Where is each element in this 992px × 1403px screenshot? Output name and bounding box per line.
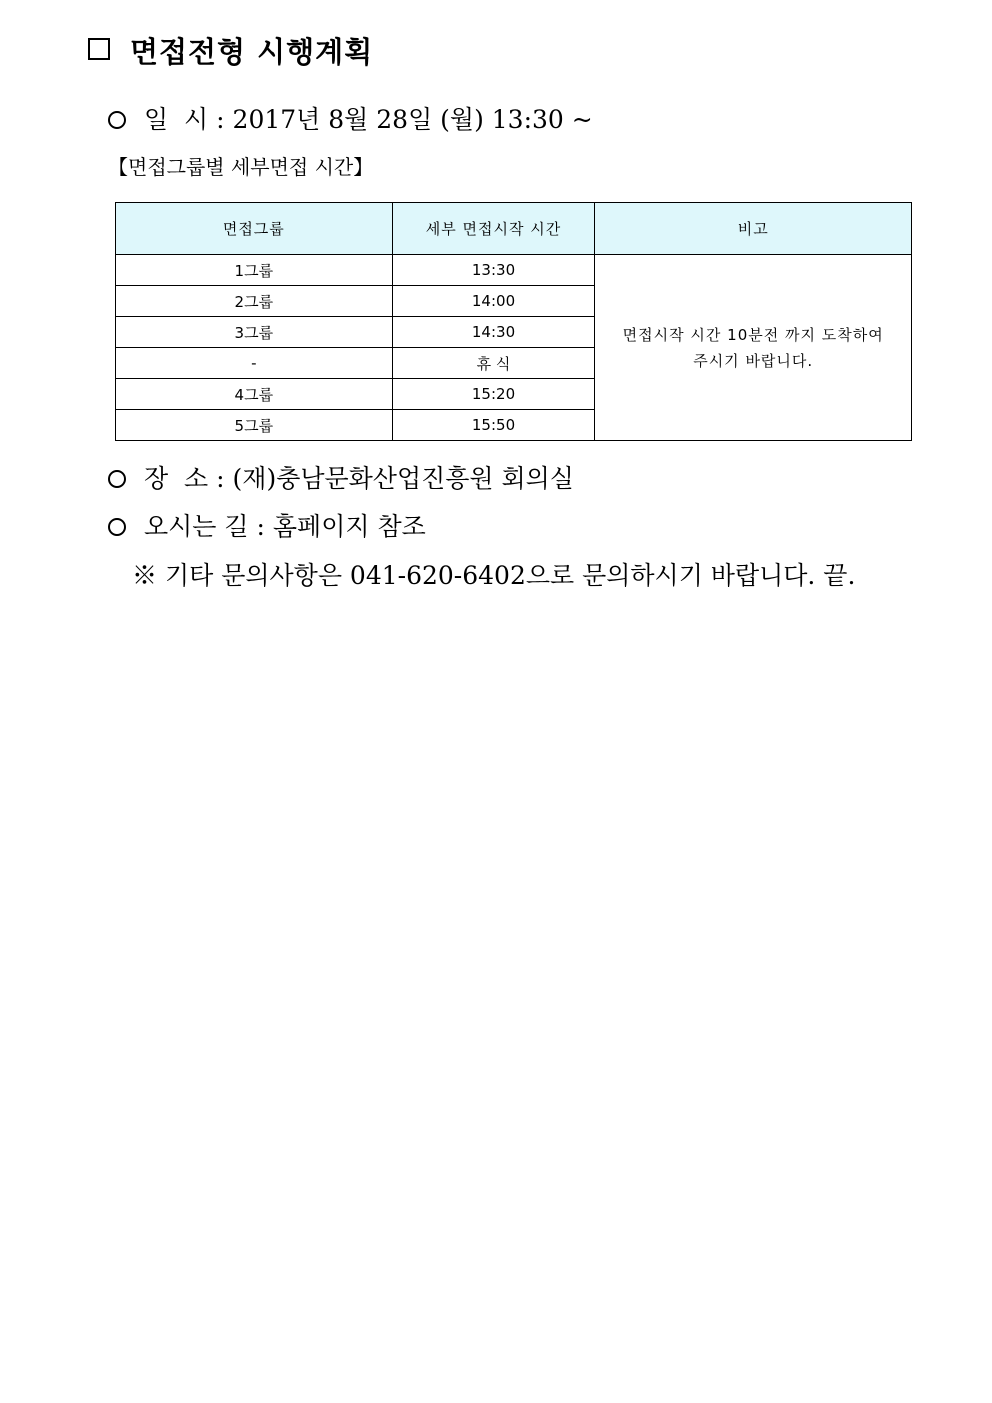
remark-cell [595,255,912,441]
table-caption: 【면접그룹별 세부면접 시간】 [108,155,374,179]
group-cell: - [116,348,393,379]
group-cell: 4그룹 [116,379,393,410]
table-row [116,255,912,286]
note-text: 기타 문의사항은 041-620-6402으로 문의하시기 바랍니다. 끝. [164,561,856,590]
square-bullet-icon [88,38,110,60]
place-label: 장 소 [144,464,209,493]
time-cell: 14:30 [392,317,595,348]
time-cell: 14:00 [392,286,595,317]
date-value: 2017년 8월 28일 (월) 13:30 ~ [232,105,593,134]
table-header-row [116,203,912,255]
interview-schedule-table [115,202,912,441]
group-cell: 1그룹 [116,255,393,286]
circle-bullet-icon [108,518,126,536]
group-cell: 3그룹 [116,317,393,348]
remark-line-1: 면접시작 시간 10분전 까지 도착하여 [622,325,884,344]
circle-bullet-icon [108,111,126,129]
route-separator: : [256,512,265,541]
date-separator: : [216,105,225,134]
place-value: (재)충남문화산업진흥원 회의실 [232,464,574,493]
time-cell: 13:30 [392,255,595,286]
reference-mark-icon: ※ [132,561,158,590]
place-separator: : [216,464,225,493]
section-title: 면접전형 시행계획 [130,35,374,69]
date-line [108,100,593,136]
group-cell: 2그룹 [116,286,393,317]
time-cell: 휴 식 [392,348,595,379]
circle-bullet-icon [108,470,126,488]
route-value: 홈페이지 참조 [272,512,426,541]
section-heading [88,30,373,71]
time-cell: 15:50 [392,410,595,441]
header-group: 면접그룹 [116,203,393,255]
group-cell: 5그룹 [116,410,393,441]
remark-line-2: 주시기 바랍니다. [693,351,814,370]
route-line [108,507,426,543]
note-line [132,556,855,592]
header-start-time: 세부 면접시작 시간 [392,203,595,255]
header-remark: 비고 [595,203,912,255]
route-label: 오시는 길 [144,512,249,541]
date-label: 일 시 [144,105,209,134]
place-line [108,459,574,495]
time-cell: 15:20 [392,379,595,410]
